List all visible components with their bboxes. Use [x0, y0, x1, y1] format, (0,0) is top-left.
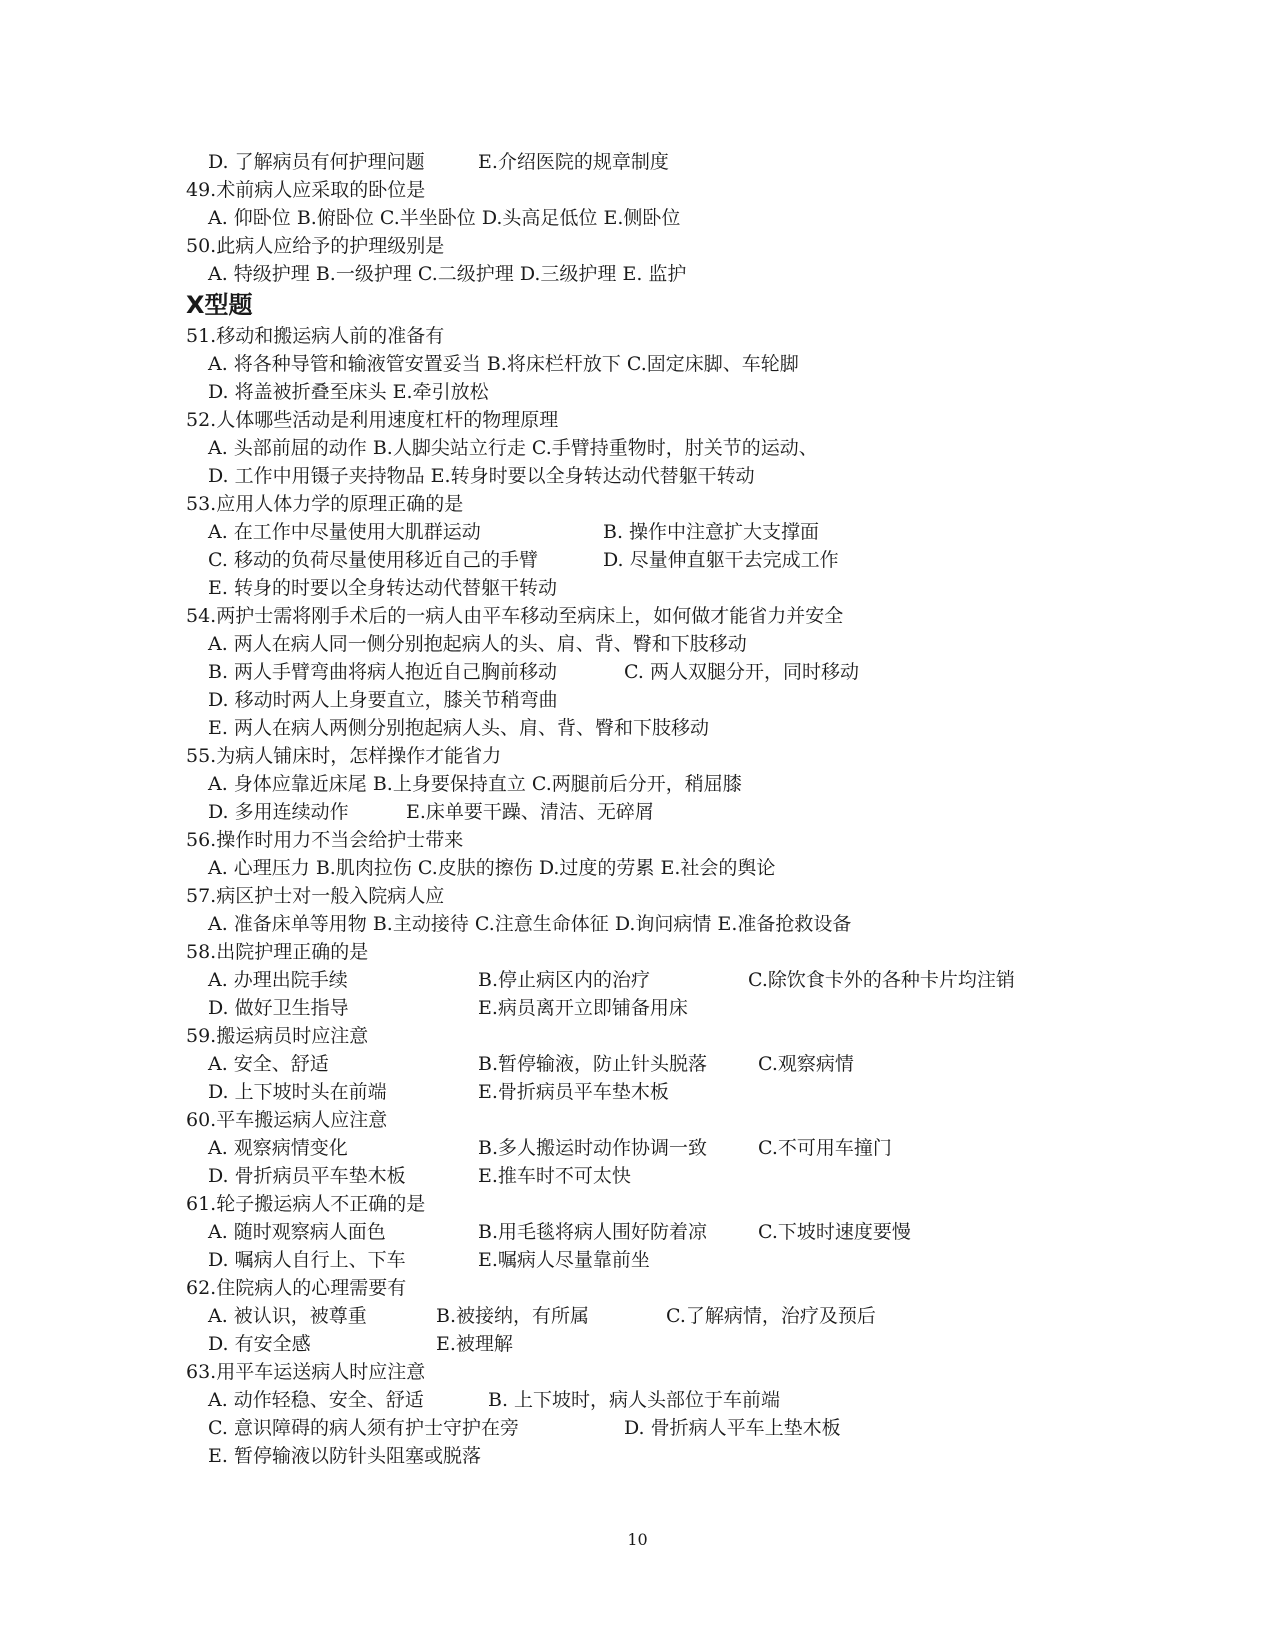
answer-options	[186, 798, 1116, 826]
option-text: A. 两人在病人同一侧分别抱起病人的头、肩、背、臀和下肢移动	[208, 633, 747, 655]
option-text: A. 将各种导管和输液管安置妥当 B.将床栏杆放下 C.固定床脚、车轮脚	[208, 353, 799, 375]
answer-options	[186, 630, 1116, 658]
option-text: C.除饮食卡外的各种卡片均注销	[748, 969, 1015, 991]
option-text: A. 身体应靠近床尾 B.上身要保持直立 C.两腿前后分开，稍屈膝	[208, 773, 742, 795]
option-text: C.下坡时速度要慢	[758, 1221, 911, 1243]
question-text: 57.病区护士对一般入院病人应	[186, 885, 445, 907]
option-text: E. 两人在病人两侧分别抱起病人头、肩、背、臀和下肢移动	[208, 717, 709, 739]
option-text: B. 两人手臂弯曲将病人抱近自己胸前移动	[208, 661, 558, 683]
question-text: 54.两护士需将刚手术后的一病人由平车移动至病床上，如何做才能省力并安全	[186, 605, 844, 627]
option-text: C. 意识障碍的病人须有护士守护在旁	[208, 1417, 519, 1439]
option-text: D. 上下坡时头在前端	[208, 1081, 387, 1103]
option-text: A. 特级护理 B.一级护理 C.二级护理 D.三级护理 E. 监护	[208, 263, 687, 285]
question-stem	[186, 826, 1116, 854]
answer-options	[186, 518, 1116, 546]
answer-options	[186, 854, 1116, 882]
answer-options	[186, 1246, 1116, 1274]
option-text: B.用毛毯将病人围好防着凉	[478, 1221, 708, 1243]
question-list	[186, 148, 1116, 1470]
answer-options	[186, 378, 1116, 406]
answer-options	[186, 910, 1116, 938]
option-text: E.嘱病人尽量靠前坐	[478, 1249, 650, 1271]
option-text: E.床单要干躁、清洁、无碎屑	[406, 801, 654, 823]
option-text: B.被接纳，有所属	[436, 1305, 590, 1327]
answer-options	[186, 1414, 1116, 1442]
answer-options	[186, 1330, 1116, 1358]
option-text: D. 多用连续动作	[208, 801, 349, 823]
option-text: D. 工作中用镊子夹持物品 E.转身时要以全身转达动代替躯干转动	[208, 465, 755, 487]
answer-options	[186, 770, 1116, 798]
section-heading	[186, 288, 1116, 322]
page-number: 10	[627, 1530, 648, 1549]
option-text: E.推车时不可太快	[478, 1165, 631, 1187]
option-text: A. 在工作中尽量使用大肌群运动	[208, 521, 481, 543]
answer-options	[186, 462, 1116, 490]
question-stem	[186, 490, 1116, 518]
answer-options	[186, 260, 1116, 288]
option-text: A. 办理出院手续	[208, 969, 348, 991]
answer-options	[186, 1134, 1116, 1162]
answer-options	[186, 1442, 1116, 1470]
question-stem	[186, 1106, 1116, 1134]
question-stem	[186, 1358, 1116, 1386]
answer-options	[186, 994, 1116, 1022]
option-text: A. 仰卧位 B.俯卧位 C.半坐卧位 D.头高足低位 E.侧卧位	[208, 207, 681, 229]
answer-options	[186, 1302, 1116, 1330]
question-text: 55.为病人铺床时，怎样操作才能省力	[186, 745, 502, 767]
question-stem	[186, 602, 1116, 630]
question-stem	[186, 882, 1116, 910]
question-stem	[186, 742, 1116, 770]
option-text: D. 骨折病员平车垫木板	[208, 1165, 406, 1187]
question-text: 51.移动和搬运病人前的准备有	[186, 325, 445, 347]
option-text: D. 移动时两人上身要直立，膝关节稍弯曲	[208, 689, 558, 711]
option-text: A. 心理压力 B.肌肉拉伤 C.皮肤的擦伤 D.过度的劳累 E.社会的舆论	[208, 857, 776, 879]
answer-options	[186, 966, 1116, 994]
option-text: D. 做好卫生指导	[208, 997, 349, 1019]
option-text: B.停止病区内的治疗	[478, 969, 651, 991]
option-text: A. 安全、舒适	[208, 1053, 329, 1075]
option-text: A. 被认识，被尊重	[208, 1305, 367, 1327]
question-stem	[186, 1274, 1116, 1302]
option-text: D. 嘱病人自行上、下车	[208, 1249, 406, 1271]
option-text: B. 操作中注意扩大支撑面	[603, 521, 820, 543]
option-text: A. 随时观察病人面色	[208, 1221, 386, 1243]
option-text: A. 准备床单等用物 B.主动接待 C.注意生命体征 D.询问病情 E.准备抢救设备	[208, 913, 852, 935]
question-text: 52.人体哪些活动是利用速度杠杆的物理原理	[186, 409, 559, 431]
option-text: D. 尽量伸直躯干去完成工作	[603, 549, 839, 571]
option-text: C.了解病情，治疗及预后	[666, 1305, 876, 1327]
option-text: E. 暂停输液以防针头阻塞或脱落	[208, 1445, 481, 1467]
option-text: C.不可用车撞门	[758, 1137, 892, 1159]
option-text: E.介绍医院的规章制度	[478, 151, 669, 173]
answer-options	[186, 1162, 1116, 1190]
question-stem	[186, 938, 1116, 966]
option-text: A. 观察病情变化	[208, 1137, 348, 1159]
option-text: E.被理解	[436, 1333, 513, 1355]
question-text: 56.操作时用力不当会给护士带来	[186, 829, 464, 851]
answer-options	[186, 350, 1116, 378]
option-text: B.暂停输液，防止针头脱落	[478, 1053, 708, 1075]
question-text: 61.轮子搬运病人不正确的是	[186, 1193, 426, 1215]
option-text: D. 骨折病人平车上垫木板	[624, 1417, 841, 1439]
answer-options	[186, 658, 1116, 686]
answer-options	[186, 1078, 1116, 1106]
answer-options	[186, 434, 1116, 462]
option-text: C. 移动的负荷尽量使用移近自己的手臂	[208, 549, 538, 571]
question-text: 59.搬运病员时应注意	[186, 1025, 369, 1047]
answer-options	[186, 1218, 1116, 1246]
option-text: C. 两人双腿分开，同时移动	[624, 661, 859, 683]
option-text: C.观察病情	[758, 1053, 854, 1075]
question-text: 53.应用人体力学的原理正确的是	[186, 493, 464, 515]
option-text: D. 了解病员有何护理问题	[208, 151, 425, 173]
answer-options	[186, 714, 1116, 742]
answer-options	[186, 1050, 1116, 1078]
option-text: D. 有安全感	[208, 1333, 311, 1355]
option-text: E. 转身的时要以全身转达动代替躯干转动	[208, 577, 557, 599]
answer-options	[186, 148, 1116, 176]
question-stem	[186, 176, 1116, 204]
heading-text: X型题	[186, 291, 253, 319]
option-text: A. 头部前屈的动作 B.人脚尖站立行走 C.手臂持重物时，肘关节的运动、	[208, 437, 818, 459]
answer-options	[186, 686, 1116, 714]
option-text: B. 上下坡时，病人头部位于车前端	[488, 1389, 781, 1411]
answer-options	[186, 204, 1116, 232]
question-stem	[186, 232, 1116, 260]
option-text: E.病员离开立即铺备用床	[478, 997, 688, 1019]
question-text: 58.出院护理正确的是	[186, 941, 369, 963]
answer-options	[186, 1386, 1116, 1414]
option-text: D. 将盖被折叠至床头 E.牵引放松	[208, 381, 489, 403]
question-text: 49.术前病人应采取的卧位是	[186, 179, 426, 201]
question-stem	[186, 322, 1116, 350]
question-text: 62.住院病人的心理需要有	[186, 1277, 407, 1299]
option-text: A. 动作轻稳、安全、舒适	[208, 1389, 424, 1411]
question-stem	[186, 406, 1116, 434]
question-text: 63.用平车运送病人时应注意	[186, 1361, 426, 1383]
question-stem	[186, 1190, 1116, 1218]
question-stem	[186, 1022, 1116, 1050]
question-text: 50.此病人应给予的护理级别是	[186, 235, 445, 257]
answer-options	[186, 546, 1116, 574]
option-text: B.多人搬运时动作协调一致	[478, 1137, 708, 1159]
option-text: E.骨折病员平车垫木板	[478, 1081, 669, 1103]
answer-options	[186, 574, 1116, 602]
question-text: 60.平车搬运病人应注意	[186, 1109, 388, 1131]
